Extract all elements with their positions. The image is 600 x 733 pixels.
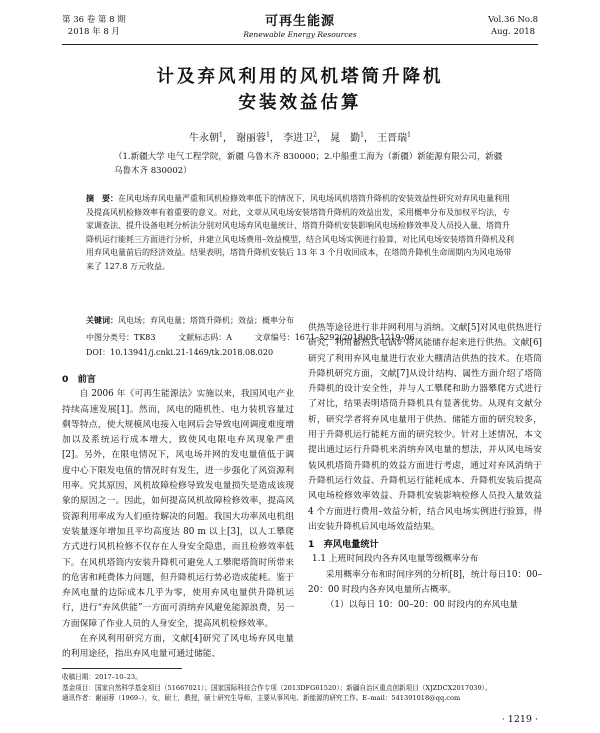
header-volume-info-en: [488, 14, 538, 38]
body-left-column: [62, 372, 294, 663]
keywords-text: 风电场；弃风电量；塔筒升降机；效益；概率分布: [118, 316, 294, 325]
date-cn: 2018 年 8 月: [67, 27, 120, 37]
paper-title-line2: 安装效益估算: [238, 93, 362, 113]
page-number: · 1219 ·: [501, 714, 538, 725]
author: 王晋瑞$^1$: [377, 131, 411, 144]
section-heading-intro: 0 前言: [62, 374, 96, 385]
document-code: 文献标志码：A: [178, 333, 232, 342]
article-number: 文章编号：1671–5292(2018)08–1219–06: [254, 333, 415, 342]
body-right-column: [308, 321, 542, 614]
clc-number: 中图分类号：TK83: [86, 333, 156, 342]
paragraph: （1）以每日 10：00–20：00 时段内的弃风电量: [325, 600, 518, 611]
keywords-label: 关键词：: [86, 315, 118, 325]
abstract-label: 摘 要：: [86, 193, 118, 203]
date-en: Aug. 2018: [490, 27, 536, 37]
received-date: 收稿日期：2017–10–23。: [62, 673, 142, 681]
author: 晁 勤$^1$: [330, 131, 364, 144]
footnote: [62, 672, 542, 704]
journal-title-cn: 可再生能源: [264, 14, 335, 29]
paragraph: 采用概率分布和时间序列的分析[8]，统计每日10：00–20：00 时段内各弃风电量所占概率。: [308, 569, 542, 596]
paper-title: [0, 64, 600, 116]
paragraph: 供热等途径进行非并网利用与消纳。文献[5]对风电供热进行研究，利用蓄热式电锅炉将风能储存起来进行供热。文献[6]研究了利用弃风电量进行农业大棚清洁供热的技术。在塔筒升降机研究方面，文献[7]从设计结构、属性方面介绍了塔筒升降机的设计安全性，并与人工攀爬和助力器攀爬方式进行了对比，结果表明塔筒升降机具有显著优势。从现有文献分析，研究学者将弃风电量用于供热、储能方面的研究较多，用于升降机运行能耗方面的研究较少。针对上述情况，本文提出通过运行升降机来消纳弃风电量的想法，并从风电场安装风机塔筒升降机的效益方面进行考虑，通过对弃风消纳于升降机运行效益、升降机运行能耗成本、升降机安装后提高风电场检修效率效益、升降机安装影响检修人员投入量效益 4 个方面进行费用–效益分析，结合风电场实例进行验算，得出安装升降机后风电场效益结果。: [308, 323, 542, 532]
author-list: 牛永朝$^1$， 谢丽蓉$^1$， 李进卫$^2$， 晁 勤$^1$， 王晋瑞$^1$: [189, 131, 411, 144]
author: 谢丽蓉$^1$: [236, 131, 270, 144]
fund-info: 基金项目：国家自然科学基金项目（51667021）；国家国际科技合作专项（2013DFG61520）；新疆自治区重点创新项目（XJZDCX2017039）。: [62, 683, 492, 692]
paper-title-line1: 计及弃风利用的风机塔筒升降机: [156, 67, 444, 87]
section-heading-1: 1 弃风电量统计: [308, 539, 379, 551]
subsection-heading-1-1: 1.1 上班时间段内各弃风电量等级概率分布: [312, 554, 479, 565]
volume-en: Vol.36 No.8: [488, 15, 538, 25]
journal-title-en: Renewable Energy Resources: [243, 30, 357, 39]
doi: DOI：10.13941/j.cnki.21-1469/tk.2018.08.020: [86, 348, 274, 357]
abstract: [86, 192, 514, 274]
paragraph: 自 2006 年《可再生能源法》实施以来，我国风电产业持续高速发展[1]。然而，风电的随机性、电力装机容量过剩等特点，使大规模风电接入电网后会导致电网调度难度增加以及系统运行成本增大，致使风电限电弃风现象严重[2]。另外，在限电情况下，风电场并网的发电量值低于调度中心下限发电值的情况时有发生，进一步强化了风资源利用率。究其原因，风机故障检修导致发电量损失是造成该现象的原因之一。因此，如何提高风机故障检修效率，提高风资源利用率成为人们亟待解决的问题。我国大功率风电机组安装量逐年增加且平均高度达 80 m 以上[3]，以人工攀爬方式进行风机检修不仅存在人身安全隐患，而且检修效率低下。在风机塔筒内安装升降机可避免人工攀爬塔筒时所带来的危害和耗费体力问题，但升降机运行势必造成能耗。鉴于弃风电量的边际成本几乎为零，使用弃风电量供升降机运行，进行“弃风供能”一方面可消纳弃风避免能源浪费，另一方面保障了作业人员的人身安全，提高风机检修效率。: [62, 389, 294, 629]
abstract-text: 在风电场弃风电量严重和风机检修效率低下的情况下，风电场风机塔筒升降机的安装效益性研究对弃风电量利用及提高风机检修效率有着重要的意义。对此，文章从风电场安装塔筒升降机的效益出发，采用概率分布及加权平均法，专家调查法、提升设备电耗分析法分别对风电场弃风电量统计、塔筒升降机安装影响风电场检修效率及人员投入量、塔筒升降机运行能耗三方面进行分析，并建立风电场费用–效益模型，结合风电场实例进行验算，对比风电场安装塔筒升降机及利用弃风电量前后的经济效益。结果表明，塔筒升降机安装后 13 年 3 个月收回成本，在塔筒升降机生命周期内为风电场带来了 127.8 万元收益。: [86, 194, 514, 271]
footnote-divider: [62, 668, 182, 669]
author: 牛永朝$^1$: [189, 131, 223, 144]
paragraph: 在弃风利用研究方面，文献[4]研究了风电场弃风电量的利用途径，指出弃风电量可通过储能、: [62, 634, 294, 660]
author: 李进卫$^2$: [283, 131, 317, 144]
header-divider: [62, 44, 538, 45]
volume-cn: 第 36 卷 第 8 期: [62, 15, 126, 25]
author-bio: 通讯作者：谢丽蓉（1969–），女，硕士，教授，硕士研究生导师，主要从事风电、新能源的研究工作。E–mail：541391018@qq.com: [62, 694, 461, 702]
affiliation: （1.新疆大学 电气工程学院，新疆 乌鲁木齐 830000；2.中船重工海为（新疆）新能源有限公司，新疆 乌鲁木齐 830002）: [114, 152, 503, 176]
